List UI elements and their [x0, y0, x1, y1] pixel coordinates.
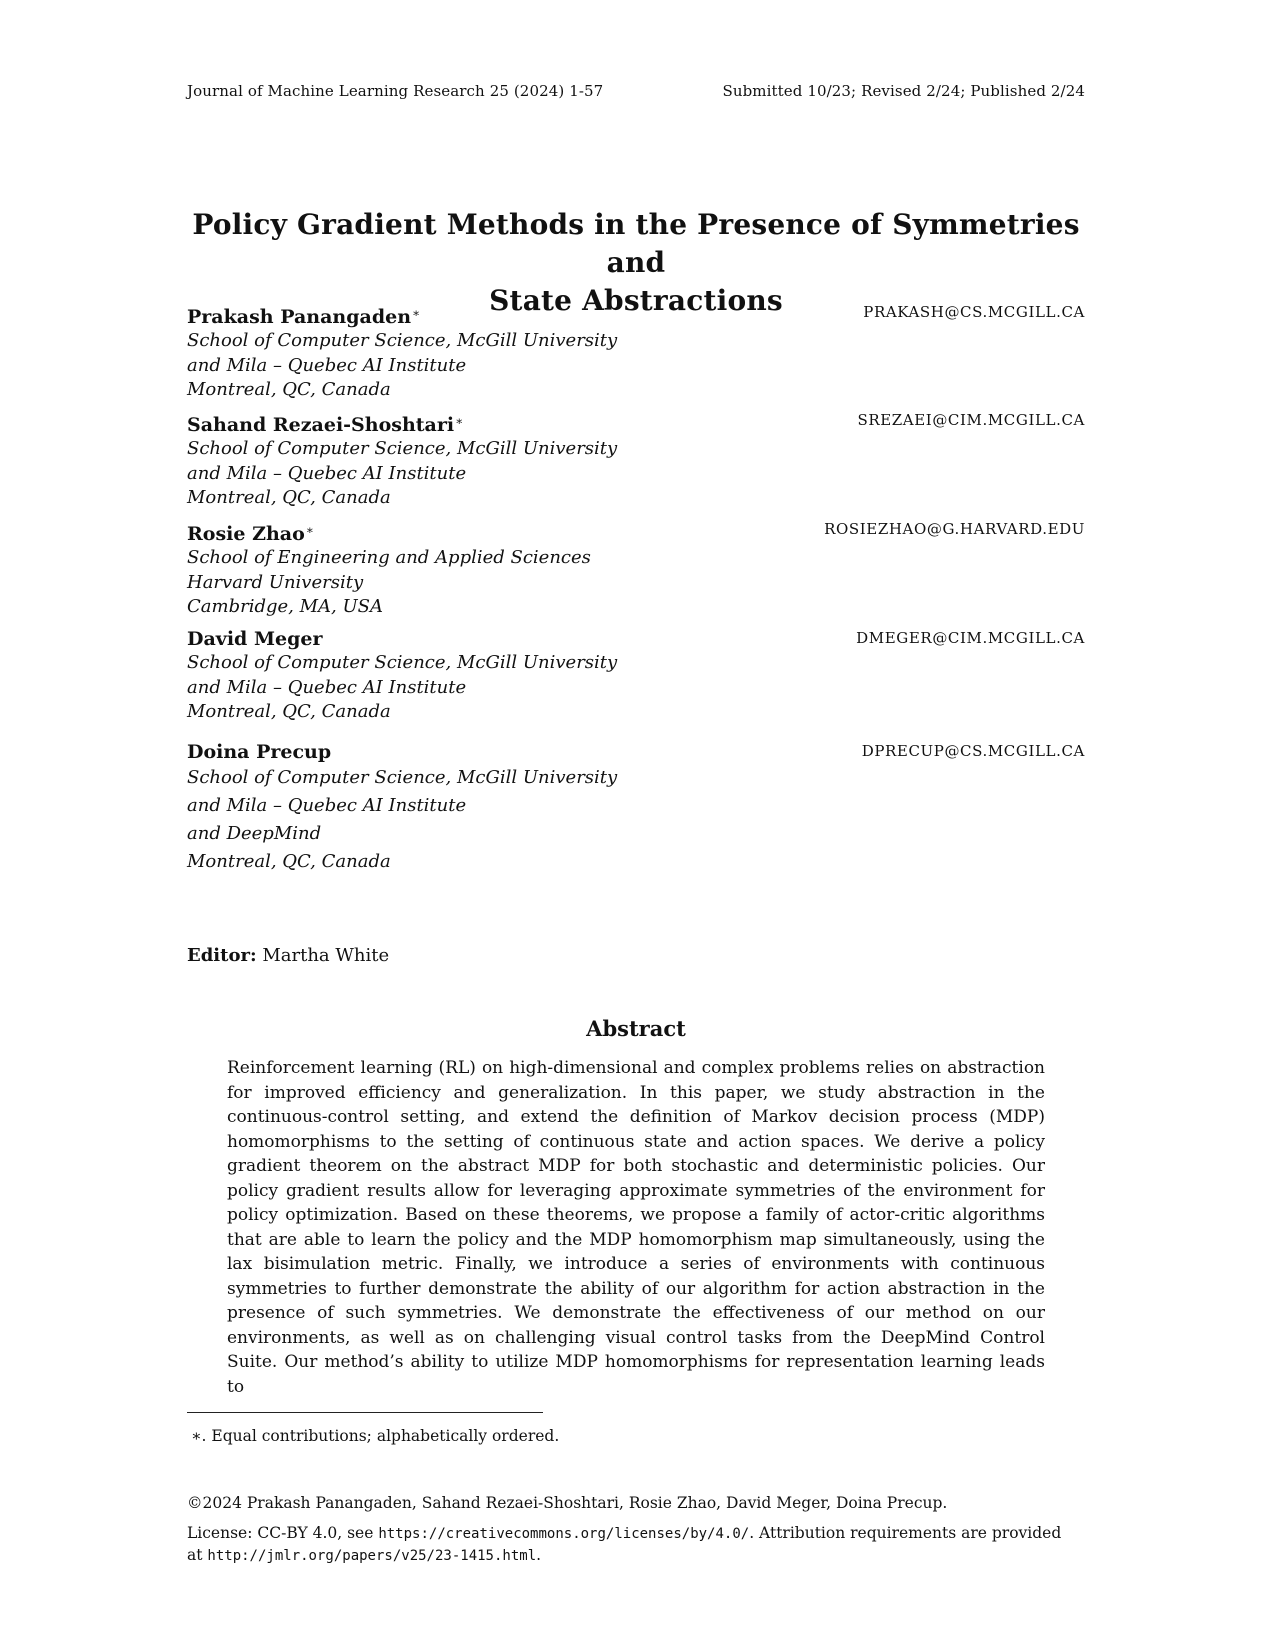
copyright-notice: ©2024 Prakash Panangaden, Sahand Rezaei-Shoshtari, Rosie Zhao, David Meger, Doina Precup.	[187, 1494, 948, 1512]
author-name: David Meger	[187, 628, 323, 650]
author-name: Prakash Panangaden∗	[187, 306, 421, 328]
paper-link[interactable]: http://jmlr.org/papers/v25/23-1415.html	[207, 1548, 537, 1564]
license-link[interactable]: https://creativecommons.org/licenses/by/4.0/	[378, 1526, 750, 1542]
submission-dates: Submitted 10/23; Revised 2/24; Published 2/24	[722, 82, 1085, 100]
affiliation-line: Montreal, QC, Canada	[187, 701, 391, 722]
affiliation-line: School of Computer Science, McGill University	[187, 767, 618, 788]
affiliation-line: and Mila – Quebec AI Institute	[187, 462, 467, 484]
license-notice: License: CC-BY 4.0, see https://creativecommons.org/licenses/by/4.0/. Attribution requirements are provided at http://jmlr.org/papers/v25/23-1415.html.	[187, 1524, 1062, 1564]
author-email: DPRECUP@CS.MCGILL.CA	[861, 742, 1085, 760]
abstract-heading: Abstract	[586, 1016, 686, 1041]
affiliation-line: and Mila – Quebec AI Institute	[187, 676, 467, 698]
affiliation-line: Harvard University	[187, 571, 364, 593]
author-email: SREZAEI@CIM.MCGILL.CA	[857, 411, 1085, 429]
editor-name: Martha White	[262, 945, 390, 966]
abstract-text: Reinforcement learning (RL) on high-dimensional and complex problems relies on abstraction for improved efficiency and generalization. In this paper, we study abstraction in the continuous-control setting, and extend the definition of Markov decision process (MDP) homomorphisms to the setting of continuous state and action spaces. We derive a policy gradient theorem on the abstract MDP for both stochastic and deterministic policies. Our policy gradient results allow for leveraging approximate symmetries of the environment for policy optimization. Based on these theorems, we propose a family of actor-critic algorithms that are able to learn the policy and the MDP homomorphism map simultaneously, using the lax bisimulation metric. Finally, we introduce a series of environments with continuous symmetries to further demonstrate the ability of our algorithm for action abstraction in the presence of such symmetries. We demonstrate the effectiveness of our method on our environments, as well as on challenging visual control tasks from the DeepMind Control Suite. Our method’s ability to utilize MDP homomorphisms for representation learning leads to	[227, 1058, 1045, 1397]
affiliation-line: School of Engineering and Applied Sciences	[187, 547, 591, 568]
author-block	[187, 301, 1085, 403]
affiliation-line: School of Computer Science, McGill University	[187, 330, 618, 351]
affiliation-line: and Mila – Quebec AI Institute	[187, 795, 467, 816]
author-block	[187, 627, 1085, 725]
footnote-rule	[187, 1412, 543, 1413]
author-name: Rosie Zhao∗	[187, 523, 314, 545]
editor-label: Editor:	[187, 945, 257, 966]
author-block	[187, 518, 1085, 620]
affiliation-line: School of Computer Science, McGill University	[187, 652, 618, 673]
affiliation-line: Montreal, QC, Canada	[187, 487, 391, 508]
author-block	[187, 409, 1085, 511]
affiliation-line: Cambridge, MA, USA	[187, 596, 383, 617]
author-email: ROSIEZHAO@G.HARVARD.EDU	[824, 520, 1085, 538]
affiliation-line: and DeepMind	[187, 823, 322, 844]
affiliation-line: Montreal, QC, Canada	[187, 851, 391, 872]
footnote: ∗. Equal contributions; alphabetically ordered.	[191, 1427, 560, 1445]
affiliation-line: School of Computer Science, McGill University	[187, 438, 618, 459]
title-line-1: Policy Gradient Methods in the Presence of Symmetries and	[192, 208, 1080, 279]
equal-contribution-mark: ∗	[455, 414, 464, 428]
author-email: DMEGER@CIM.MCGILL.CA	[856, 629, 1085, 647]
equal-contribution-mark: ∗	[412, 306, 421, 320]
journal-header: Journal of Machine Learning Research 25 (2024) 1-57	[187, 82, 604, 100]
author-name: Sahand Rezaei-Shoshtari∗	[187, 414, 464, 436]
title-line-2: State Abstractions	[489, 284, 783, 317]
affiliation-line: and Mila – Quebec AI Institute	[187, 354, 467, 376]
editor-line	[187, 945, 389, 966]
author-name: Doina Precup	[187, 741, 332, 763]
author-email: PRAKASH@CS.MCGILL.CA	[863, 303, 1085, 321]
author-block	[187, 740, 1085, 876]
affiliation-line: Montreal, QC, Canada	[187, 379, 391, 400]
equal-contribution-mark: ∗	[305, 523, 314, 537]
